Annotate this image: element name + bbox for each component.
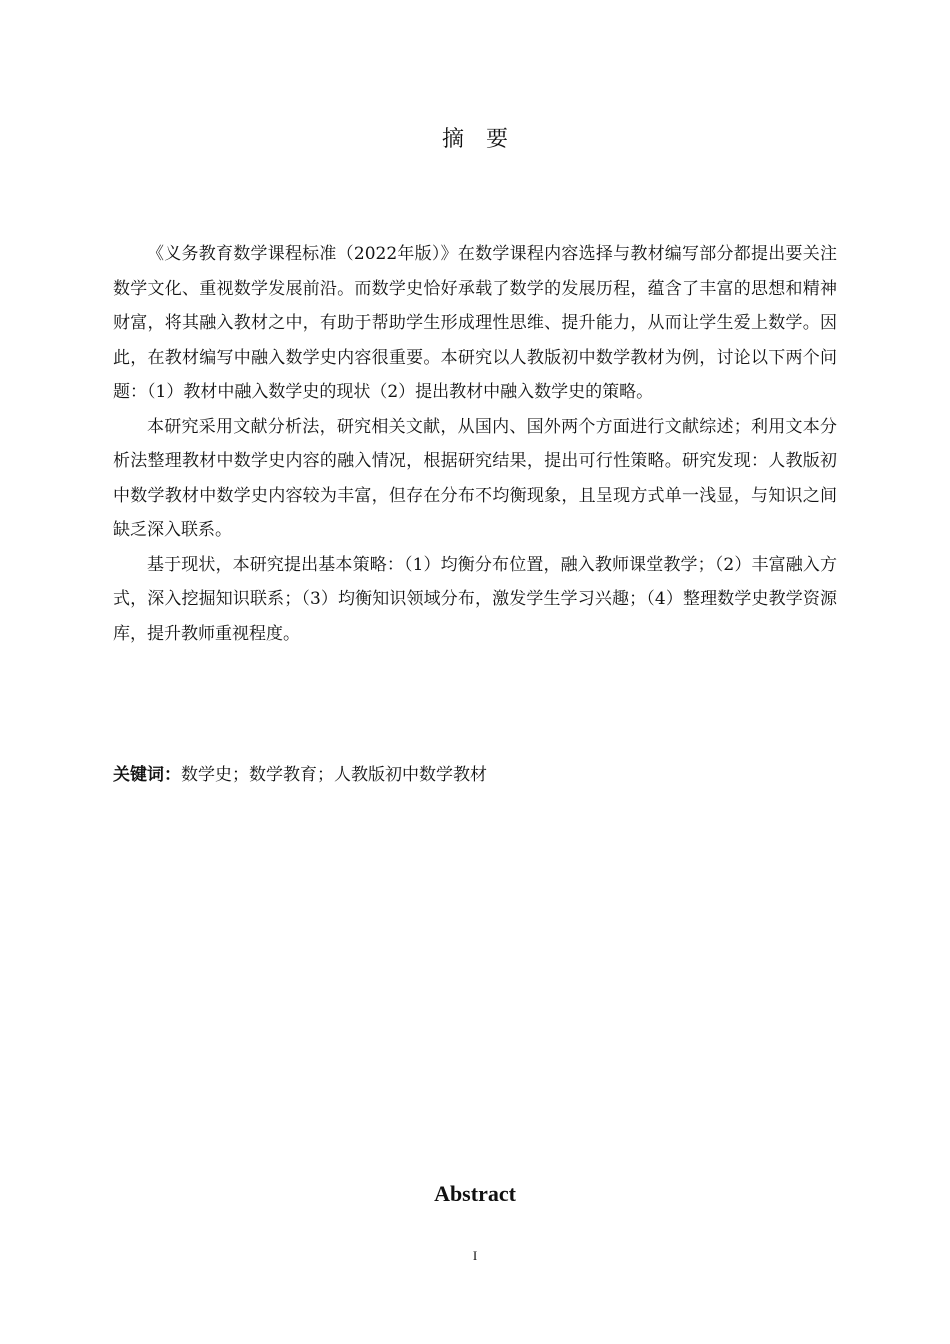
abstract-cn-body — [113, 237, 837, 651]
page-number: I — [472, 1248, 478, 1263]
abstract-cn-title: 摘要 — [441, 127, 530, 152]
abstract-paragraph-3: 基于现状，本研究提出基本策略：（1）均衡分布位置，融入教师课堂教学；（2）丰富融入方式，深入挖掘知识联系；（3）均衡知识领域分布，激发学生学习兴趣；（4）整理数学史教学资源库，提升教师重视程度。 — [113, 554, 837, 644]
keywords-value: 数学史；数学教育；人教版初中数学教材 — [181, 765, 487, 785]
keywords-line — [113, 758, 837, 792]
keywords-label: 关键词： — [113, 765, 181, 785]
abstract-en-title: Abstract — [434, 1181, 516, 1206]
abstract-paragraph-1: 《义务教育数学课程标准（2022年版）》在数学课程内容选择与教材编写部分都提出要关注数学文化、重视数学发展前沿。而数学史恰好承载了数学的发展历程，蕴含了丰富的思想和精神财富，将其融入教材之中，有助于帮助学生形成理性思维、提升能力，从而让学生爱上数学。因此，在教材编写中融入数学史内容很重要。本研究以人教版初中数学教材为例，讨论以下两个问题：（1）教材中融入数学史的现状（2）提出教材中融入数学史的策略。 — [113, 244, 837, 402]
abstract-paragraph-2: 本研究采用文献分析法，研究相关文献，从国内、国外两个方面进行文献综述；利用文本分析法整理教材中数学史内容的融入情况，根据研究结果，提出可行性策略。研究发现：人教版初中数学教材中数学史内容较为丰富，但存在分布不均衡现象，且呈现方式单一浅显，与知识之间缺乏深入联系。 — [113, 416, 837, 540]
